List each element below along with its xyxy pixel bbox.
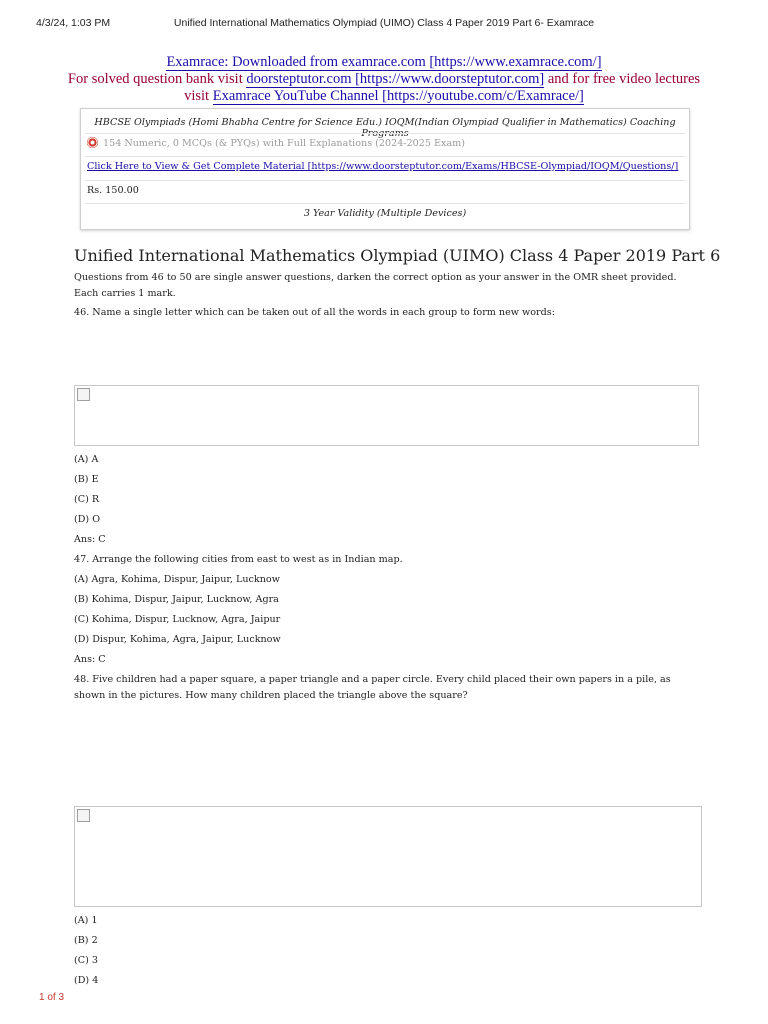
course-price: Rs. 150.00 [87,185,139,196]
youtube-link[interactable]: Examrace YouTube Channel [https://youtube.com/c/Examrace/] [212,88,584,104]
q46-option-c: (C) R [74,494,100,505]
q48-option-c: (C) 3 [74,955,98,966]
promo-block [60,54,708,105]
q47-answer: Ans: C [74,654,106,665]
examrace-link[interactable]: Examrace: Downloaded from examrace.com [https://www.examrace.com/] [166,54,602,70]
q46-answer: Ans: C [74,534,106,545]
course-material-link[interactable]: Click Here to View & Get Complete Material [https://www.doorsteptutor.com/Exams/HBCSE-Olympiad/IOQM/Questions/] [87,161,679,172]
broken-image-icon [77,388,90,401]
intro-text: Questions from 46 to 50 are single answer questions, darken the correct option as your answer in the OMR sheet provided. Each carries 1 mark. [74,272,677,299]
broken-image-icon [77,809,90,822]
page-number: 1 of 3 [39,992,65,1003]
page-title: Unified International Mathematics Olympiad (UIMO) Class 4 Paper 2019 Part 6 [74,246,721,265]
course-item-text: 154 Numeric, 0 MCQs (& PYQs) with Full Explanations (2024-2025 Exam) [103,138,466,149]
print-datetime: 4/3/24, 1:03 PM [36,17,111,29]
q48-option-b: (B) 2 [74,935,98,946]
q46-option-d: (D) O [74,514,101,525]
q47-option-c: (C) Kohima, Dispur, Lucknow, Agra, Jaipur [74,614,281,625]
print-header [0,17,768,31]
course-box [80,108,690,230]
print-title: Unified International Mathematics Olympiad (UIMO) Class 4 Paper 2019 Part 6- Examrace [173,17,595,29]
q47-option-a: (A) Agra, Kohima, Dispur, Jaipur, Lucknow [74,574,280,585]
course-validity: 3 Year Validity (Multiple Devices) [303,208,467,219]
target-icon [87,137,98,148]
q46-option-b: (B) E [74,474,99,485]
q48-option-a: (A) 1 [74,915,98,926]
q48-image [74,806,702,907]
doorsteptutor-link[interactable]: doorsteptutor.com [https://www.doorsteptutor.com] [246,71,545,87]
q47-option-b: (B) Kohima, Dispur, Jaipur, Lucknow, Agra [74,594,279,605]
course-heading: HBCSE Olympiads (Homi Bhabha Centre for Science Edu.) IOQM(Indian Olympiad Qualifier in Mathematics) Coaching [94,117,676,128]
q48-question: 48. Five children had a paper square, a paper triangle and a paper circle. Every child placed their own papers in a pile, as shown in the pictures. How many children placed the triangle above the square? [74,674,671,701]
course-item [87,137,683,149]
promo-text-3: visit [184,88,213,104]
q46-image [74,385,699,446]
q46-question: 46. Name a single letter which can be taken out of all the words in each group to form new words: [74,307,555,318]
promo-text: For solved question bank visit [67,71,247,87]
q48-option-d: (D) 4 [74,975,99,986]
q47-question: 47. Arrange the following cities from east to west as in Indian map. [74,554,403,565]
promo-text-2: and for free video lectures [544,71,701,87]
q47-option-d: (D) Dispur, Kohima, Agra, Jaipur, Lucknow [74,634,281,645]
q46-option-a: (A) A [74,454,99,465]
